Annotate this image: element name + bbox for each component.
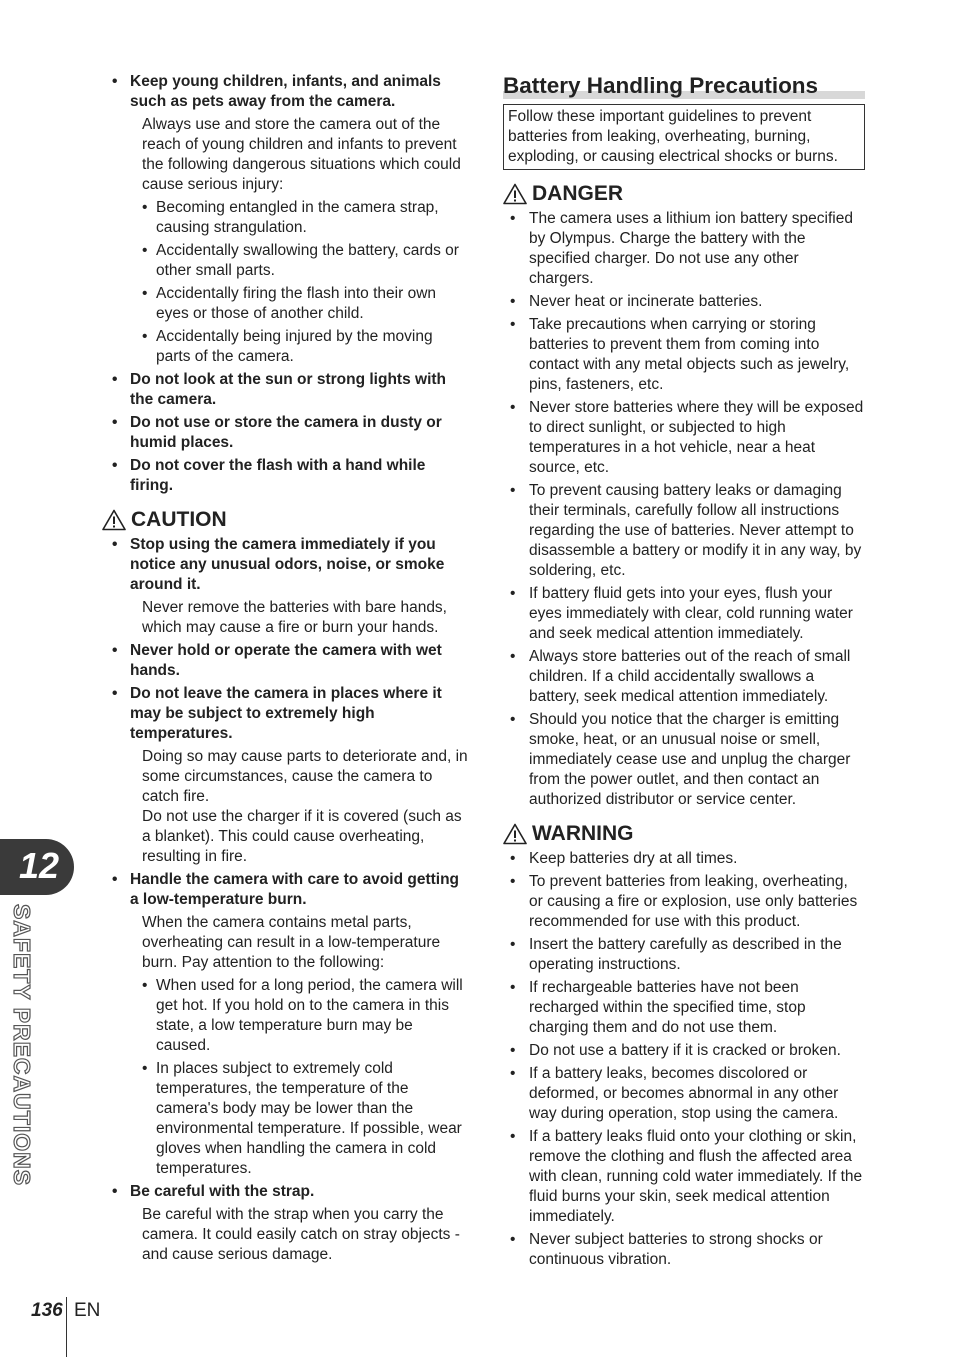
warning-item: • If a battery leaks fluid onto your clothing or skin, remove the clothing and flush the affected area with clean, running cold water immediately. If the fluid burns your skin, seek medical attention immediately.	[503, 1127, 865, 1227]
high-temp-heading: • Do not leave the camera in places where it may be subject to extremely high temperatures.	[112, 684, 468, 744]
children-text: Always use and store the camera out of the reach of young children and infants to prevent the following dangerous situations which could cause serious injury:	[142, 116, 461, 193]
danger-item: • To prevent causing battery leaks or damaging their terminals, carefully follow all instructions regarding the use of batteries. Never attempt to disassemble a battery or modify it in any way, by soldering, etc.	[503, 481, 865, 581]
children-heading: • Keep young children, infants, and animals such as pets away from the camera.	[112, 72, 468, 112]
warning-item: • If rechargeable batteries have not been recharged within the specified time, stop charging them and do not use them.	[503, 978, 865, 1038]
odors-heading: • Stop using the camera immediately if you notice any unusual odors, noise, or smoke around it.	[112, 535, 468, 595]
strap-heading: • Be careful with the strap.	[112, 1182, 468, 1202]
danger-item: • If battery fluid gets into your eyes, flush your eyes immediately with clear, cold running water and seek medical attention immediately.	[503, 584, 865, 644]
warning-item: • Insert the battery carefully as described in the operating instructions.	[503, 935, 865, 975]
warning-item: • To prevent batteries from leaking, overheating, or causing a fire or explosion, use only batteries recommended for use with this product.	[503, 872, 865, 932]
intro-box: Follow these important guidelines to prevent batteries from leaking, overheating, burning, exploding, or causing electrical shocks or burns.	[503, 104, 865, 170]
danger-heading	[503, 182, 865, 206]
danger-item: • The camera uses a lithium ion battery specified by Olympus. Charge the battery with the specified charger. Do not use any other chargers.	[503, 209, 865, 289]
odors-text: Never remove the batteries with bare hands, which may cause a fire or burn your hands.	[142, 599, 447, 636]
warning-item: • Do not use a battery if it is cracked or broken.	[503, 1041, 865, 1061]
chapter-number: 12	[18, 845, 60, 886]
children-sub-item: • Accidentally firing the flash into their own eyes or those of another child.	[112, 284, 468, 324]
caution-heading	[102, 508, 468, 532]
footer-divider	[66, 1297, 67, 1357]
wet-hands-heading: • Never hold or operate the camera with wet hands.	[112, 641, 468, 681]
page-number: 136	[31, 1300, 63, 1321]
charger-text: Do not use the charger if it is covered (such as a blanket). This could cause overheating, resulting in fire.	[142, 808, 462, 865]
warning-triangle-icon	[503, 183, 527, 205]
warning-triangle-icon	[102, 509, 126, 531]
dusty-heading: • Do not use or store the camera in dusty or humid places.	[112, 413, 468, 453]
left-column	[112, 72, 468, 1268]
chapter-title: SAFETY PRECAUTIONS	[9, 903, 35, 1187]
right-column	[503, 72, 865, 1273]
flash-heading: • Do not cover the flash with a hand while firing.	[112, 456, 468, 496]
caution-heading-label: CAUTION	[131, 508, 227, 531]
danger-item: • Should you notice that the charger is emitting smoke, heat, or an unusual noise or smell, immediately cease use and unplug the charger from the power outlet, and then contact an authorized distributor or service center.	[503, 710, 865, 810]
burn-sub-item: • When used for a long period, the camera will get hot. If you hold on to the camera in this state, a low temperature burn may be caused.	[112, 976, 468, 1056]
warning-item: • Keep batteries dry at all times.	[503, 849, 865, 869]
sun-heading: • Do not look at the sun or strong lights with the camera.	[112, 370, 468, 410]
danger-heading-label: DANGER	[532, 182, 624, 205]
section-title: Battery Handling Precautions	[503, 72, 865, 100]
burn-sub-item: • In places subject to extremely cold temperatures, the temperature of the camera's body may be lower than the environmental temperature. If possible, wear gloves when handling the camera in cold temperatures.	[112, 1059, 468, 1179]
warning-triangle-icon	[503, 823, 527, 845]
strap-text: Be careful with the strap when you carry the camera. It could easily catch on stray objects - and cause serious damage.	[142, 1206, 460, 1263]
children-sub-item: • Accidentally swallowing the battery, cards or other small parts.	[112, 241, 468, 281]
warning-heading	[503, 822, 865, 846]
children-sub-item: • Becoming entangled in the camera strap, causing strangulation.	[112, 198, 468, 238]
danger-item: • Always store batteries out of the reach of small children. If a child accidentally swallows a battery, seek medical attention immediately.	[503, 647, 865, 707]
danger-item: • Take precautions when carrying or storing batteries to prevent them from coming into contact with any metal objects such as jewelry, pins, fasteners, etc.	[503, 315, 865, 395]
warning-item: • If a battery leaks, becomes discolored or deformed, or becomes abnormal in any other way during operation, stop using the camera.	[503, 1064, 865, 1124]
warning-item: • Never subject batteries to strong shocks or continuous vibration.	[503, 1230, 865, 1270]
low-temp-burn-heading: • Handle the camera with care to avoid getting a low-temperature burn.	[112, 870, 468, 910]
warning-heading-label: WARNING	[532, 822, 634, 845]
high-temp-text: Doing so may cause parts to deteriorate and, in some circumstances, cause the camera to catch fire.	[142, 748, 468, 805]
danger-item: • Never heat or incinerate batteries.	[503, 292, 865, 312]
danger-item: • Never store batteries where they will be exposed to direct sunlight, or subjected to high temperatures in a hot vehicle, near a heat source, etc.	[503, 398, 865, 478]
low-temp-burn-text: When the camera contains metal parts, overheating can result in a low-temperature burn. Pay attention to the following:	[142, 914, 441, 971]
children-sub-item: • Accidentally being injured by the moving parts of the camera.	[112, 327, 468, 367]
page-language: EN	[74, 1300, 101, 1321]
